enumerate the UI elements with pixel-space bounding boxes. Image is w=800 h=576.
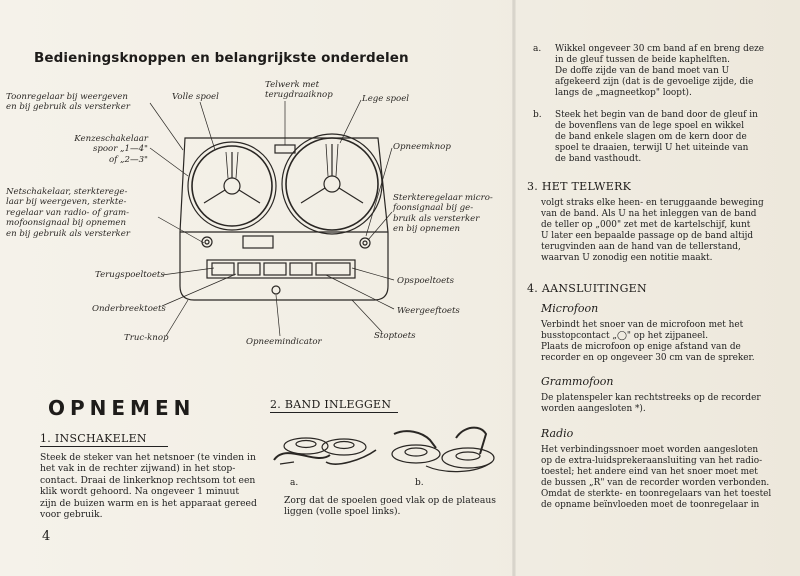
label-opspoeltoets: Opspoeltoets xyxy=(397,276,455,286)
inschakelen-paragraph: Steek de steker van het netsnoer (te vinden in het vak in de rechter zijwand) in het stop- contact. Draai de linkerknop rechtsom tot een klik wordt gehoord. Na ongeveer 1 minuut zijn de buizen warm en is het apparaat gereed voor gebruik. xyxy=(40,452,257,521)
label-kenzeschakelaar: Kenzeschakelaar spoor „1—4" of „2—3" xyxy=(74,134,148,165)
telwerk-paragraph: volgt straks elke heen- en teruggaande beweging van de band. Als U na het inleggen van de band de teller op „000" zet met de kartelschijf, kunt U later een bepaalde passage op de band altijd terugvinden aan de hand van de tellerstand, waarvan U zonodig een notitie maakt. xyxy=(541,198,764,264)
page-number: 4 xyxy=(42,529,51,544)
label-onderbreektoets: Onderbreektoets xyxy=(92,304,166,314)
label-telwerk: Telwerk met terugdraaiknop xyxy=(265,80,333,101)
label-toonregelaar: Toonregelaar bij weergeven en bij gebruik als versterker xyxy=(6,92,130,113)
telwerk-heading: 3. HET TELWERK xyxy=(527,180,632,193)
microfoon-paragraph: Verbindt het snoer van de microfoon met het busstopcontact „◯" op het zijpaneel. Plaats de microfoon op enige afstand van de recorder en op ongeveer 30 cm van de spreker. xyxy=(541,320,755,364)
label-opneemknop: Opneemknop xyxy=(393,142,451,152)
label-terugspoeltoets: Terugspoeltoets xyxy=(95,270,165,280)
label-truc-knop: Truc-knop xyxy=(124,333,169,343)
label-stoptoets: Stoptoets xyxy=(374,331,416,341)
label-lege-spoel: Lege spoel xyxy=(362,94,410,104)
tape-recorder-diagram xyxy=(0,0,520,370)
step-b-text: Steek het begin van de band door de gleuf in de bovenflens van de lege spoel en wikkel de band enkele slagen om de kern door de spoel te draaien, terwijl U het uiteinde van de band vasthoudt. xyxy=(555,110,758,165)
label-opneemindicator: Opneemindicator xyxy=(246,337,322,347)
radio-paragraph: Het verbindingssnoer moet worden aangesloten op de extra-luidsprekeraansluiting van het radio- toestel; het andere eind van het snoer moet met de bussen „R" van de recorder worden verbonden. Omdat de sterkte- en toonregelaars van het toestel de opname beïnvloeden moet de toonregelaar in xyxy=(541,445,772,511)
band-inleggen-underline xyxy=(270,412,398,413)
label-sterkteregelaar: Sterkteregelaar micro- foonsignaal bij ge- bruik als versterker en bij opnemen xyxy=(393,193,493,235)
label-volle-spoel: Volle spoel xyxy=(172,92,219,102)
microfoon-heading: Microfoon xyxy=(541,302,599,315)
step-b-letter: b. xyxy=(533,110,542,120)
figure-a-label: a. xyxy=(290,478,299,488)
label-netschakelaar: Netschakelaar, sterkterege- laar bij weergeven, sterkte- regelaar van radio- of gram- mofoonsignaal bij opnemen en bij gebruik als versterker xyxy=(6,187,130,239)
step-a-letter: a. xyxy=(533,44,542,54)
figure-b-label: b. xyxy=(415,478,424,488)
opnemen-title: OPNEMEN xyxy=(48,396,196,420)
inschakelen-heading: 1. INSCHAKELEN xyxy=(40,432,147,445)
inschakelen-underline xyxy=(40,446,168,447)
band-inleggen-illustration xyxy=(266,420,506,492)
grammofoon-heading: Grammofoon xyxy=(541,375,614,388)
label-weergeeftoets: Weergeeftoets xyxy=(397,306,460,316)
grammofoon-paragraph: De platenspeler kan rechtstreeks op de recorder worden aangesloten *). xyxy=(541,393,761,415)
band-inleggen-heading: 2. BAND INLEGGEN xyxy=(270,398,392,411)
diagram-heading: Bedieningsknoppen en belangrijkste onderdelen xyxy=(34,50,409,66)
step-a-text: Wikkel ongeveer 30 cm band af en breng deze in de gleuf tussen de beide kaphelften. De doffe zijde van de band moet van U afgekeerd zijn (dat is de gevoelige zijde, die langs de „magneetkop" loopt). xyxy=(555,44,764,99)
radio-heading: Radio xyxy=(541,427,574,440)
aansluitingen-heading: 4. AANSLUITINGEN xyxy=(527,282,647,295)
band-inleggen-caption: Zorg dat de spoelen goed vlak op de plateaus liggen (volle spoel links). xyxy=(284,495,496,518)
